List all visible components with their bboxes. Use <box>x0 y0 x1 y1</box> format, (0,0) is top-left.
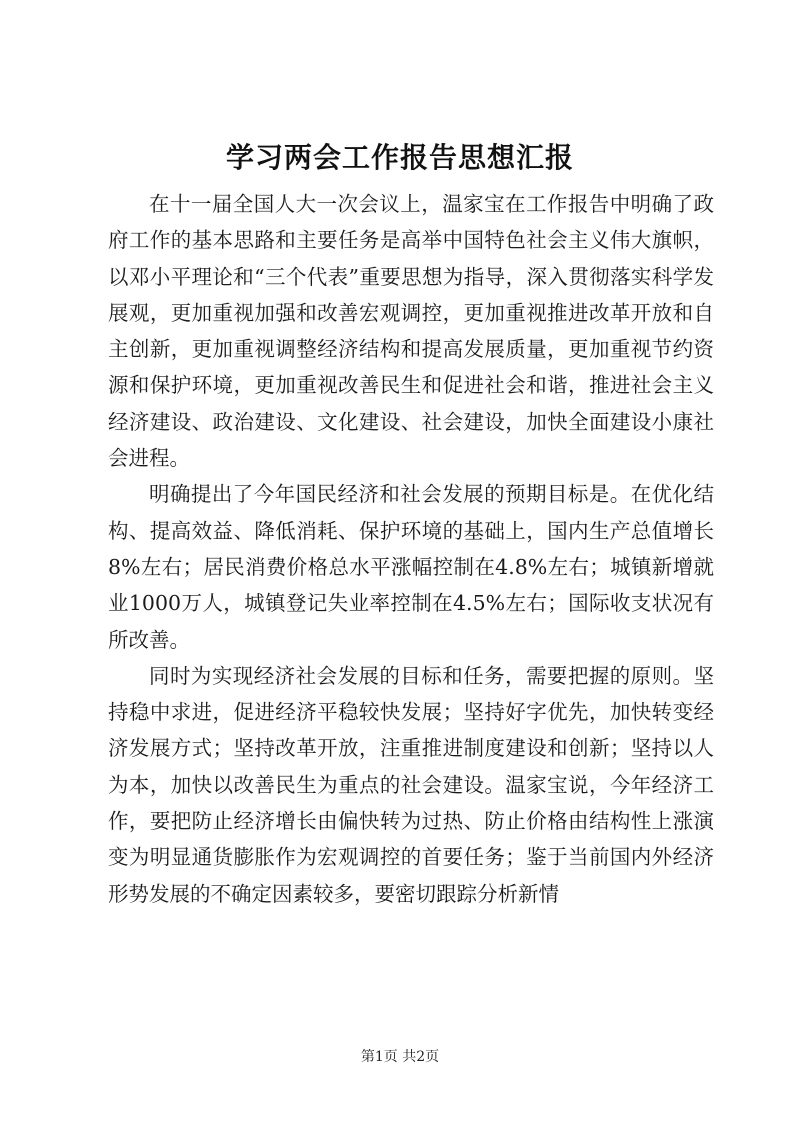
paragraph: 同时为实现经济社会发展的目标和任务，需要把握的原则。坚持稳中求进，促进经济平稳较快发展；坚持好字优先，加快转变经济发展方式；坚持改革开放，注重推进制度建设和创新；坚持以人为本，加快以改善民生为重点的社会建设。温家宝说，今年经济工作，要把防止经济增长由偏快转为过热、防止价格由结构性上涨演变为明显通货膨胀作为宏观调控的首要任务；鉴于当前国内外经济形势发展的不确定因素较多，要密切跟踪分析新情 <box>108 663 714 906</box>
document-body <box>108 186 714 912</box>
paragraph: 明确提出了今年国民经济和社会发展的预期目标是。在优化结构、提高效益、降低消耗、保护环境的基础上，国内生产总值增长8%左右；居民消费价格总水平涨幅控制在4.8%左右；城镇新增就业1000万人，城镇登记失业率控制在4.5%左右；国际收支状况有所改善。 <box>108 482 714 652</box>
page-number-footer: 第1页 共2页 <box>360 1049 440 1065</box>
paragraph: 在十一届全国人大一次会议上，温家宝在工作报告中明确了政府工作的基本思路和主要任务是高举中国特色社会主义伟大旗帜，以邓小平理论和“三个代表”重要思想为指导，深入贯彻落实科学发展观，更加重视加强和改善宏观调控，更加重视推进改革开放和自主创新，更加重视调整经济结构和提高发展质量，更加重视节约资源和保护环境，更加重视改善民生和促进社会和谐，推进社会主义经济建设、政治建设、文化建设、社会建设，加快全面建设小康社会进程。 <box>108 192 714 471</box>
document-title: 学习两会工作报告思想汇报 <box>225 141 574 174</box>
